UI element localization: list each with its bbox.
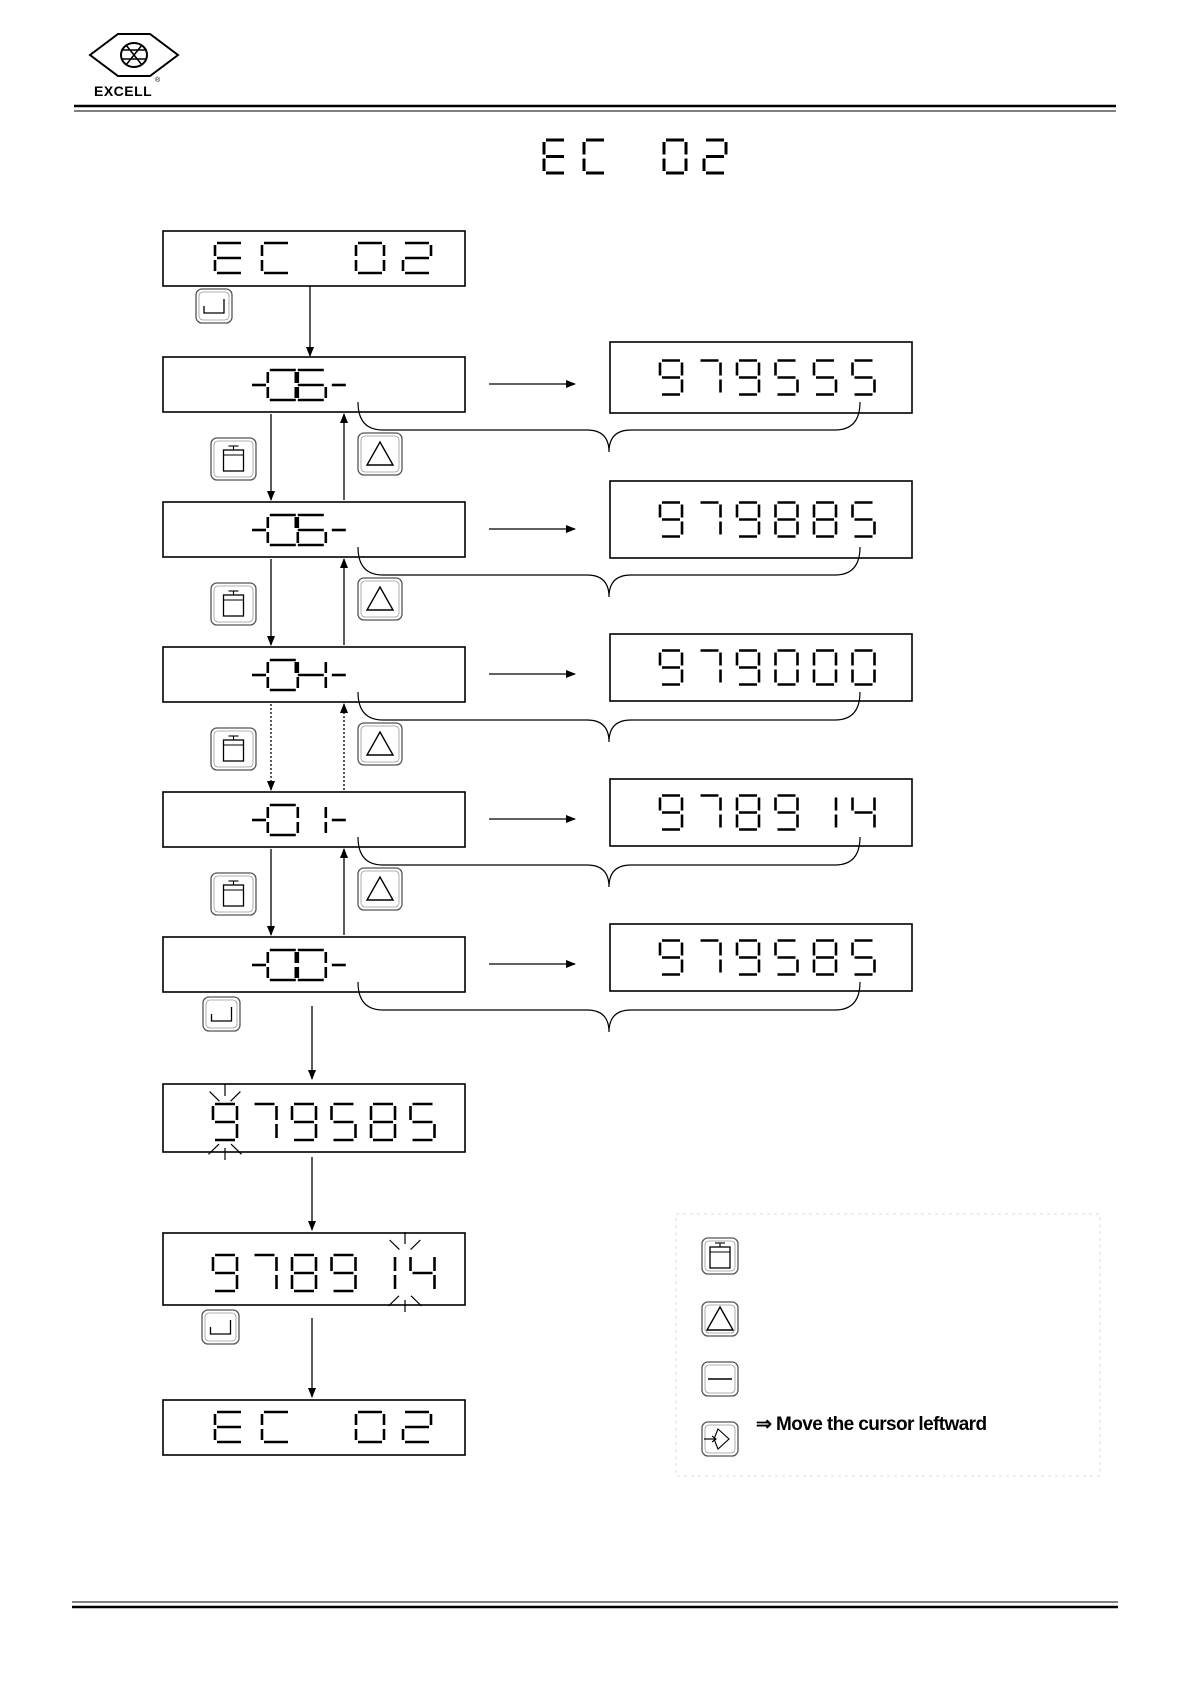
page-title xyxy=(544,140,726,173)
enter-key xyxy=(203,997,240,1031)
tare-key xyxy=(211,873,256,915)
legend-zero-key xyxy=(702,1362,738,1396)
brand-name: EXCELL xyxy=(94,83,153,99)
tare-key xyxy=(211,438,256,480)
gravity-value-display xyxy=(610,924,912,991)
gravity-code-display xyxy=(163,647,465,702)
edit-display-last-digit xyxy=(163,1233,465,1305)
key-legend xyxy=(676,1214,1100,1476)
start-display xyxy=(163,231,465,286)
end-display xyxy=(163,1400,465,1455)
header-rule xyxy=(74,106,1116,111)
enter-key xyxy=(196,289,232,323)
gravity-code-display xyxy=(163,357,465,412)
legend-up-key xyxy=(702,1302,738,1336)
gravity-value-display xyxy=(610,779,912,846)
up-triangle-key xyxy=(358,868,402,910)
gravity-value-display xyxy=(610,481,912,558)
up-triangle-key xyxy=(358,433,402,475)
tare-key xyxy=(211,728,256,770)
legend-tare-key xyxy=(702,1238,738,1274)
footer-rule xyxy=(72,1602,1118,1607)
up-triangle-key xyxy=(358,723,402,765)
excell-logo xyxy=(90,34,178,76)
up-triangle-key xyxy=(358,578,402,620)
legend-cursor-left-text: ⇒ Move the cursor leftward xyxy=(756,1414,987,1435)
enter-key xyxy=(202,1310,239,1344)
gravity-value-display xyxy=(610,634,912,701)
registered-mark: ® xyxy=(155,77,161,84)
tare-key xyxy=(211,583,256,625)
legend-left-key xyxy=(702,1422,738,1456)
gravity-code-display xyxy=(163,937,465,992)
edit-display-first-digit xyxy=(163,1084,465,1152)
gravity-code-display xyxy=(163,502,465,557)
gravity-code-display xyxy=(163,792,465,847)
gravity-value-display xyxy=(610,342,912,413)
